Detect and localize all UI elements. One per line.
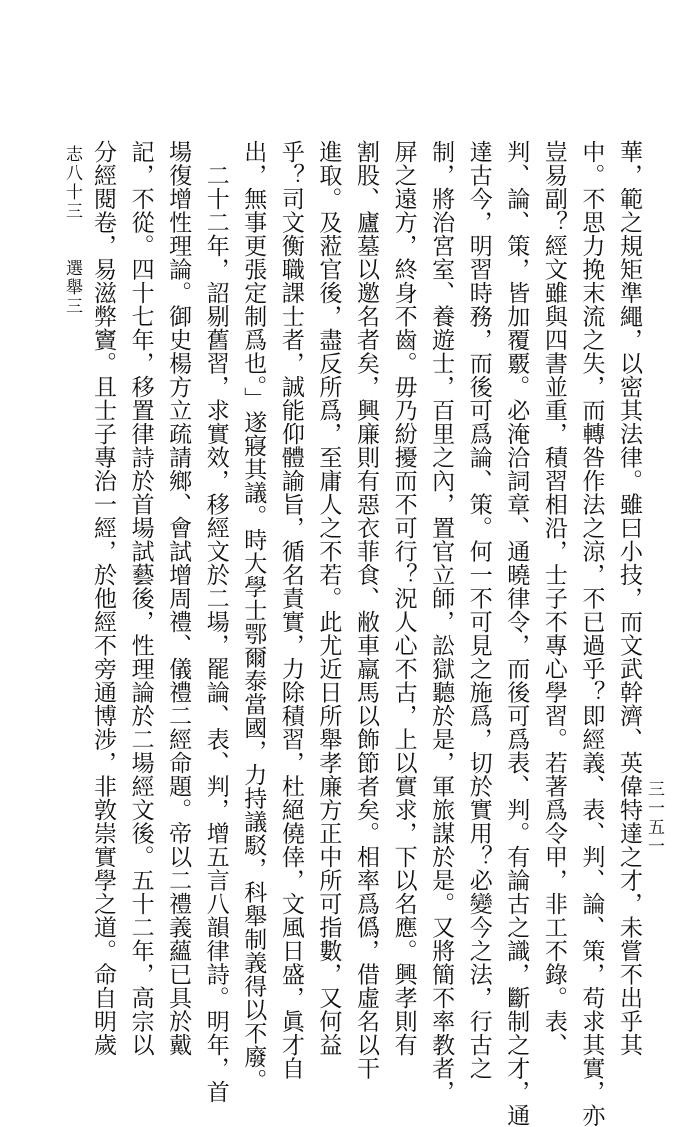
text-column-4: 判、論、策，皆加覆覈。必淹洽詞章、通曉律令，而後可爲表、判。有論古之識，斷制之才，通 — [503, 140, 530, 1127]
text-column-10: 乎？司文衡職課士者，誠能仰體諭旨，循名責實，力除積習，杜絕僥倖，文風日盛，眞才自 — [277, 140, 304, 1080]
text-column-7: 屏之遠方，終身不齒。毋乃紛擾而不可行？況人心不古，上以實求，下以名應。興孝則有 — [390, 140, 417, 1057]
page-number: 三一五一 — [644, 780, 664, 856]
text-column-2: 中。不思力挽末流之失，而轉咎作法之涼，不已過乎？即經義、表、判、論、策，苟求其實，亦 — [578, 140, 605, 1127]
text-column-6: 制，將治宮室、養遊士，百里之內，置官立師，訟獄聽於是，軍旅謀於是。又將簡不率教者， — [428, 140, 455, 1104]
text-column-11: 出，無事更張定制爲也。」遂寢其議。時大學士鄂爾泰當國，力持議駁，科舉制義得以不廢。 — [240, 140, 267, 1092]
header-spacer — [62, 221, 82, 259]
text-column-3: 豈易副？經文雖與四書並重，積習相沿，士子不專心學習。若著爲令甲，非工不錄。表、 — [540, 140, 567, 1057]
text-column-14: 記，不從。四十七年，移置律詩於首場試藝後，性理論於二場經文後。五十二年，高宗以 — [127, 140, 154, 1057]
text-column-8: 割股、廬墓以邀名者矣，興廉則有惡衣菲食、敝車羸馬以飾節者矣。相率爲僞，借虛名以干 — [353, 140, 379, 1080]
text-column-9: 進取。及蒞官後，盡反所爲，至庸人之不若。此尤近日所舉孝廉方正中所可指數，又何益 — [315, 140, 342, 1057]
text-column-15: 分經閱卷，易滋弊竇。且士子專治一經，於他經不旁通博涉，非敦崇實學之道。命自明歲 — [90, 140, 116, 1057]
text-column-13: 場復增性理論。御史楊方立疏請鄉、會試增周禮、儀禮二經命題。帝以二禮義蘊已具於戴 — [165, 140, 192, 1057]
text-column-1: 華，範之規矩準繩，以密其法律。雖曰小技，而文武幹濟、英偉特達之才，未嘗不出乎其 — [616, 140, 642, 1057]
text-column-12: 二十二年，詔剔舊習，求實效，移經文於二場，罷論、表、判，增五言八韻律詩。明年，首 — [202, 140, 229, 1104]
running-header-volume — [60, 145, 85, 316]
volume-title: 志八十三 — [62, 145, 82, 221]
text-column-5: 達古今，明習時務，而後可爲論、策。何一不可見之施爲，切於實用？必變今之法，行古之 — [465, 140, 492, 1080]
section-title: 選舉三 — [62, 259, 82, 316]
